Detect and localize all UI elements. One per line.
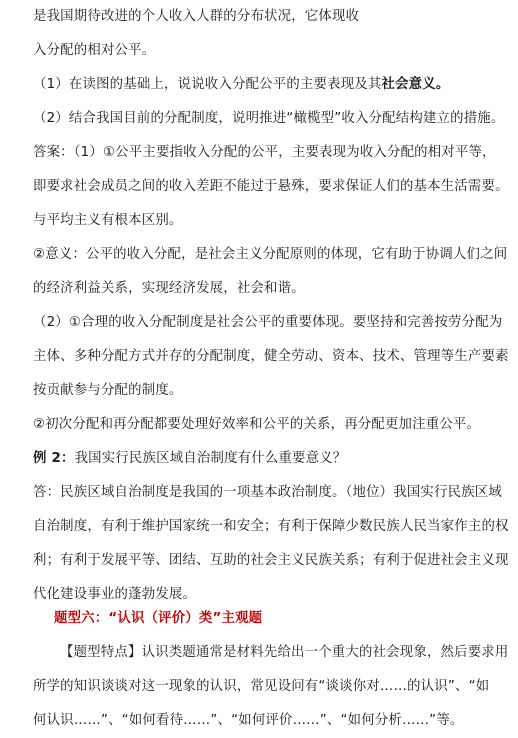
section-heading: 题型六：“认识（评价）类”主观题 [54,611,263,626]
feature-line-3: 何认识……”、“如何看待……”、“如何评价……”、“如何分析……”等。 [33,713,464,728]
example-answer-line-4: 代化建设事业的蓬勃发展。 [33,587,197,602]
feature-line-2: 所学的知识谈谈对这一现象的认识，常见设问有“谈谈你对……的认识”、“如 [33,679,490,694]
answer-line-7: 主体、多种分配方式并存的分配制度，健全劳动、资本、技术、管理等生产要素 [33,349,509,364]
question-2: （2）结合我国目前的分配制度，说明推进“橄榄型”收入分配结构建立的措施。 [33,111,505,126]
example-2-label: 例 2： [33,451,75,466]
example-answer-line-3: 利；有利于发展平等、团结、互助的社会主义民族关系；有利于促进社会主义现 [33,553,509,568]
answer-line-2: 即要求社会成员之间的收入差距不能过于悬殊，要求保证人们的基本生活需要。 [33,179,509,194]
question-1-text: （1）在读图的基础上，说说收入分配公平的主要表现及其 [33,77,382,92]
question-1-emphasis: 社会意义。 [381,77,450,92]
answer-line-3: 与平均主义有根本区别。 [33,213,183,228]
example-2 [33,450,510,468]
answer-line-1: 答案：（1）①公平主要指收入分配的公平，主要表现为收入分配的相对平等， [33,145,496,160]
example-2-question: 我国实行民族区域自治制度有什么重要意义？ [74,451,347,466]
answer-line-5: 的经济利益关系，实现经济发展，社会和谐。 [33,281,305,296]
example-answer-line-2: 自治制度，有利于维护国家统一和安全；有利于保障少数民族人民当家作主的权 [33,519,509,534]
answer-line-6: （2）①合理的收入分配制度是社会公平的重要体现。要坚持和完善按劳分配为 [33,315,503,330]
answer-line-8: 按贡献参与分配的制度。 [33,383,183,398]
answer-line-4: ②意义：公平的收入分配，是社会主义分配原则的体现，它有助于协调人们之间 [33,247,508,262]
example-answer-line-1: 答：民族区域自治制度是我国的一项基本政治制度。（地位）我国实行民族区域 [33,485,502,500]
answer-line-9: ②初次分配和再分配都要处理好效率和公平的关系，再分配更加注重公平。 [33,417,481,432]
feature-line-1: 【题型特点】认识类题通常是材料先给出一个重大的社会现象，然后要求用 [60,645,509,660]
text-line-1: 是我国期待改进的个人收入人群的分布状况，它体现收 [33,9,360,24]
question-1 [33,76,510,94]
text-line-2: 入分配的相对公平。 [33,43,156,58]
